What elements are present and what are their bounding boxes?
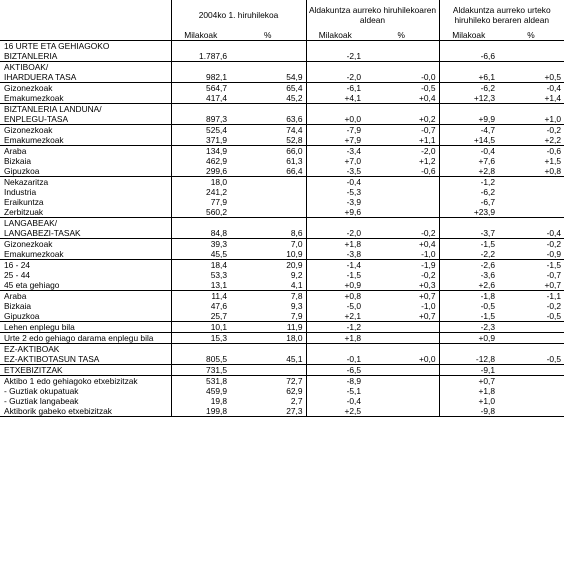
value-2004-percent: 52,8 — [230, 135, 306, 146]
value-2004-thousands — [171, 41, 230, 52]
change-year-percent: -0,2 — [546, 301, 562, 311]
change-year-percent — [498, 396, 564, 406]
change-quarter-percent — [364, 344, 439, 355]
value-2004-thousands — [171, 62, 230, 73]
table-row — [0, 406, 564, 417]
table-row — [0, 228, 564, 239]
change-year-percent: -0,4 — [498, 83, 564, 94]
change-year-thousands: -6,2 — [439, 83, 498, 94]
table-row — [0, 156, 564, 166]
value-2004-percent: 63,6 — [230, 114, 306, 125]
table-row — [0, 239, 564, 250]
table-row — [0, 146, 564, 157]
table-row — [0, 354, 564, 365]
table-row — [0, 365, 564, 376]
value-2004-thousands — [171, 104, 230, 115]
value-2004-thousands: 18,0 — [171, 177, 230, 188]
change-quarter-percent: -1,0 — [364, 301, 439, 311]
value-2004-percent — [230, 104, 306, 115]
change-quarter-percent: +0,7 — [364, 291, 439, 302]
change-quarter-percent: -2,0 — [364, 146, 439, 157]
change-year-percent: +2,2 — [544, 135, 562, 145]
change-quarter-thousands: +7,0 — [344, 156, 361, 166]
header-unit-thousands: Milakoak — [452, 30, 486, 40]
change-quarter-thousands: -1,5 — [346, 270, 361, 280]
row-label: IHARDUERA TASA — [0, 72, 171, 83]
change-year-percent: -0,5 — [546, 354, 562, 364]
change-year-percent: -0,4 — [546, 228, 562, 238]
value-2004-percent: 18,0 — [230, 333, 306, 344]
value-2004-thousands: 199,8 — [171, 406, 230, 417]
value-2004-thousands: 25,7 — [210, 311, 227, 321]
table-row — [0, 301, 564, 311]
row-label: 16 - 24 — [0, 260, 171, 271]
change-quarter-percent: +0,0 — [364, 354, 439, 365]
table-row — [0, 218, 564, 229]
change-year-thousands: -2,6 — [439, 260, 498, 271]
value-2004-percent — [230, 62, 306, 73]
table-row — [0, 114, 564, 125]
change-quarter-thousands: +2,5 — [306, 406, 364, 417]
change-year-percent: -1,1 — [498, 291, 564, 302]
row-label: 45 eta gehiago — [0, 280, 171, 291]
change-year-thousands: -3,7 — [480, 228, 496, 238]
value-2004-percent — [230, 207, 306, 218]
change-quarter-thousands: -2,1 — [346, 51, 361, 61]
value-2004-percent: 7,0 — [230, 239, 306, 250]
row-label: Emakumezkoak — [0, 93, 171, 104]
value-2004-percent: 45,2 — [230, 93, 306, 104]
row-label: ETXEBIZITZAK — [0, 365, 171, 376]
value-2004-percent: 20,9 — [230, 260, 306, 271]
change-year-percent — [498, 333, 564, 344]
value-2004-thousands: 77,9 — [210, 197, 227, 207]
value-2004-thousands: 10,1 — [171, 322, 230, 333]
header-corner — [0, 0, 171, 30]
change-year-percent — [498, 322, 564, 333]
change-year-thousands: -0,4 — [439, 146, 498, 157]
table-row — [0, 333, 564, 344]
value-2004-percent: 66,0 — [230, 146, 306, 157]
table-row — [0, 104, 564, 115]
value-2004-thousands: 11,4 — [171, 291, 230, 302]
change-quarter-thousands: -0,1 — [346, 354, 361, 364]
change-quarter-thousands: -6,1 — [306, 83, 364, 94]
change-quarter-percent — [364, 41, 439, 52]
table-row — [0, 62, 564, 73]
value-2004-thousands: 47,6 — [210, 301, 227, 311]
header-unit-percent: % — [364, 30, 439, 41]
value-2004-percent: 11,9 — [230, 322, 306, 333]
change-year-thousands: +6,1 — [478, 72, 496, 82]
row-label: Bizkaia — [0, 156, 171, 166]
change-quarter-thousands: -3,4 — [306, 146, 364, 157]
change-year-thousands: +1,8 — [478, 386, 496, 396]
change-year-percent: -0,2 — [498, 239, 564, 250]
value-2004-thousands: 531,8 — [171, 376, 230, 387]
change-year-thousands: -3,6 — [480, 270, 496, 280]
change-year-percent: -1,5 — [498, 260, 564, 271]
table-row — [0, 311, 564, 322]
table-row — [0, 344, 564, 355]
change-quarter-thousands: -2,0 — [346, 72, 361, 82]
value-2004-thousands: 731,5 — [171, 365, 230, 376]
change-year-percent: +1,5 — [544, 156, 562, 166]
row-label: AKTIBOAK/ — [0, 62, 171, 73]
change-year-thousands: +14,5 — [473, 135, 496, 145]
change-year-percent — [498, 218, 564, 229]
change-quarter-percent — [364, 51, 439, 62]
change-quarter-thousands: -3,9 — [346, 197, 361, 207]
value-2004-percent — [230, 187, 306, 197]
row-label: Nekazaritza — [0, 177, 171, 188]
row-label: Aktiborik gabeko etxebizitzak — [0, 406, 171, 417]
header-unit-percent: % — [230, 30, 306, 41]
row-label: Aktibo 1 edo gehiagoko etxebizitzak — [0, 376, 171, 387]
change-year-thousands: -2,3 — [439, 322, 498, 333]
value-2004-thousands: 299,6 — [206, 166, 227, 176]
change-quarter-percent: +0,2 — [364, 114, 439, 125]
change-quarter-thousands — [306, 344, 364, 355]
value-2004-thousands: 18,4 — [171, 260, 230, 271]
value-2004-percent: 74,4 — [230, 125, 306, 136]
value-2004-thousands: 19,8 — [210, 396, 227, 406]
change-year-percent: +0,8 — [544, 166, 562, 176]
value-2004-percent: 65,4 — [230, 83, 306, 94]
change-quarter-thousands: -3,5 — [346, 166, 361, 176]
change-year-thousands — [439, 41, 498, 52]
table-row — [0, 187, 564, 197]
change-quarter-percent — [364, 365, 439, 376]
value-2004-percent — [230, 51, 306, 62]
change-year-thousands: +2,6 — [478, 280, 496, 290]
change-quarter-percent: +0,7 — [364, 311, 439, 322]
change-year-thousands: +0,9 — [439, 333, 498, 344]
value-2004-thousands: 525,4 — [171, 125, 230, 136]
change-quarter-thousands: -6,5 — [306, 365, 364, 376]
header-unit-thousands: Milakoak — [184, 30, 218, 40]
change-quarter-thousands: +0,8 — [306, 291, 364, 302]
change-year-thousands: +9,9 — [478, 114, 496, 124]
change-quarter-percent — [364, 104, 439, 115]
table-row — [0, 177, 564, 188]
value-2004-percent: 27,3 — [230, 406, 306, 417]
row-label: EZ-AKTIBOAK — [0, 344, 171, 355]
change-year-thousands: -1,5 — [480, 311, 496, 321]
value-2004-thousands: 13,1 — [210, 280, 227, 290]
row-label: Araba — [0, 291, 171, 302]
change-quarter-thousands — [306, 62, 364, 73]
row-label: - Guztiak langabeak — [0, 396, 171, 406]
row-label: Zerbitzuak — [0, 207, 171, 218]
change-year-thousands: -1,5 — [439, 239, 498, 250]
change-quarter-thousands: -1,2 — [306, 322, 364, 333]
change-quarter-thousands: -5,0 — [346, 301, 361, 311]
change-year-thousands: +23,9 — [473, 207, 496, 217]
change-quarter-thousands: +0,0 — [344, 114, 361, 124]
change-year-thousands — [439, 104, 498, 115]
change-year-percent — [498, 376, 564, 387]
change-year-thousands — [439, 344, 498, 355]
change-year-thousands — [439, 218, 498, 229]
change-quarter-thousands: +1,8 — [306, 333, 364, 344]
row-label: LANGABEAK/ — [0, 218, 171, 229]
table-row — [0, 280, 564, 291]
row-label: Urte 2 edo gehiago darama enplegu bila — [0, 333, 171, 344]
change-year-percent — [498, 386, 564, 396]
change-year-percent: -0,5 — [546, 311, 562, 321]
value-2004-percent: 9,3 — [230, 301, 306, 311]
value-2004-percent: 54,9 — [230, 72, 306, 83]
value-2004-percent: 45,1 — [230, 354, 306, 365]
change-quarter-thousands: -7,9 — [306, 125, 364, 136]
change-year-thousands: -0,5 — [480, 301, 496, 311]
value-2004-thousands: 459,9 — [206, 386, 227, 396]
change-year-percent — [498, 207, 564, 218]
change-year-percent — [498, 51, 564, 62]
change-quarter-thousands: -5,1 — [346, 386, 361, 396]
value-2004-percent — [230, 41, 306, 52]
row-label: Gizonezkoak — [0, 125, 171, 136]
row-label: 16 URTE ETA GEHIAGOKO — [0, 41, 171, 52]
change-year-percent: -0,7 — [546, 270, 562, 280]
change-year-percent — [498, 406, 564, 417]
row-label: Bizkaia — [0, 301, 171, 311]
table-row — [0, 197, 564, 207]
value-2004-thousands — [171, 218, 230, 229]
value-2004-thousands: 53,3 — [210, 270, 227, 280]
row-label: 25 - 44 — [0, 270, 171, 280]
row-label: BIZTANLERIA LANDUNA/ — [0, 104, 171, 115]
header-unit-thousands: Milakoak — [318, 30, 352, 40]
header-corner-sub — [0, 30, 171, 41]
table-row — [0, 125, 564, 136]
value-2004-thousands: 84,8 — [210, 228, 227, 238]
change-quarter-percent — [364, 207, 439, 218]
row-label: Gipuzkoa — [0, 311, 171, 322]
row-label: Industria — [0, 187, 171, 197]
row-label: Eraikuntza — [0, 197, 171, 207]
change-year-percent: +0,7 — [544, 280, 562, 290]
header-change-prev-year: Aldakuntza aurreko urteko hiruhileko beraren aldean — [452, 5, 551, 25]
change-quarter-thousands: -8,9 — [306, 376, 364, 387]
change-year-thousands: -6,2 — [480, 187, 496, 197]
value-2004-percent: 4,1 — [230, 280, 306, 291]
change-quarter-percent: +0,3 — [364, 280, 439, 291]
header-change-prev-quarter: Aldakuntza aurreko hiruhilekoaren aldean — [306, 0, 439, 30]
change-quarter-thousands: -2,0 — [346, 228, 361, 238]
change-year-percent: -0,6 — [498, 146, 564, 157]
change-year-percent — [498, 197, 564, 207]
value-2004-percent: 72,7 — [230, 376, 306, 387]
value-2004-thousands: 982,1 — [206, 72, 227, 82]
change-quarter-percent — [364, 376, 439, 387]
change-quarter-percent: -1,9 — [364, 260, 439, 271]
value-2004-thousands: 897,3 — [206, 114, 227, 124]
table-row — [0, 72, 564, 83]
change-quarter-percent: +0,4 — [364, 239, 439, 250]
change-quarter-percent — [364, 333, 439, 344]
change-quarter-thousands: +4,1 — [344, 93, 361, 103]
row-label: ENPLEGU-TASA — [0, 114, 171, 125]
value-2004-percent: 62,9 — [230, 386, 306, 396]
change-quarter-percent — [364, 177, 439, 188]
header-2004: 2004ko 1. hiruhilekoa — [171, 0, 306, 30]
change-year-thousands: -6,6 — [480, 51, 496, 61]
change-quarter-thousands: -0,4 — [306, 177, 364, 188]
change-year-percent: -0,9 — [546, 249, 562, 259]
change-quarter-percent: +1,1 — [364, 135, 439, 146]
table-row — [0, 386, 564, 396]
change-quarter-thousands: -0,4 — [346, 396, 361, 406]
change-year-thousands — [439, 62, 498, 73]
change-year-percent: +1,4 — [544, 93, 562, 103]
row-label: LANGABEZI-TASAK — [0, 228, 171, 239]
value-2004-thousands: 39,3 — [171, 239, 230, 250]
table-row — [0, 83, 564, 94]
value-2004-thousands: 15,3 — [171, 333, 230, 344]
change-year-thousands: -9,8 — [439, 406, 498, 417]
change-year-thousands: -1,8 — [439, 291, 498, 302]
change-quarter-percent: -0,2 — [364, 270, 439, 280]
change-year-percent — [498, 187, 564, 197]
change-quarter-percent: +0,4 — [364, 93, 439, 104]
change-year-percent — [498, 177, 564, 188]
value-2004-percent: 7,8 — [230, 291, 306, 302]
change-quarter-thousands — [306, 218, 364, 229]
value-2004-percent: 66,4 — [230, 166, 306, 177]
change-quarter-thousands: -3,8 — [346, 249, 361, 259]
value-2004-thousands: 560,2 — [206, 207, 227, 217]
table-row — [0, 166, 564, 177]
row-label: EZ-AKTIBOTASUN TASA — [0, 354, 171, 365]
change-quarter-thousands: -5,3 — [346, 187, 361, 197]
value-2004-thousands: 241,2 — [206, 187, 227, 197]
change-quarter-percent — [364, 322, 439, 333]
row-label: Araba — [0, 146, 171, 157]
value-2004-thousands: 1.787,6 — [199, 51, 227, 61]
change-quarter-thousands: +1,8 — [306, 239, 364, 250]
value-2004-thousands: 564,7 — [171, 83, 230, 94]
change-quarter-thousands — [306, 41, 364, 52]
value-2004-thousands: 45,5 — [210, 249, 227, 259]
change-year-thousands: -12,8 — [475, 354, 496, 364]
value-2004-percent — [230, 344, 306, 355]
change-quarter-percent: +1,2 — [364, 156, 439, 166]
table-row — [0, 51, 564, 62]
table-row — [0, 376, 564, 387]
value-2004-thousands — [171, 344, 230, 355]
table-row — [0, 260, 564, 271]
table-row — [0, 322, 564, 333]
change-quarter-percent: -0,6 — [364, 166, 439, 177]
change-year-percent — [498, 41, 564, 52]
change-quarter-percent — [364, 396, 439, 406]
value-2004-percent: 2,7 — [230, 396, 306, 406]
change-year-thousands: -9,1 — [439, 365, 498, 376]
table-row — [0, 207, 564, 218]
value-2004-percent — [230, 177, 306, 188]
change-year-thousands: +12,3 — [473, 93, 496, 103]
value-2004-thousands: 134,9 — [171, 146, 230, 157]
row-label: Gipuzkoa — [0, 166, 171, 177]
row-label: Gizonezkoak — [0, 83, 171, 94]
change-year-thousands: +0,7 — [439, 376, 498, 387]
value-2004-percent: 10,9 — [230, 249, 306, 260]
change-year-thousands: +7,6 — [478, 156, 496, 166]
row-label: Emakumezkoak — [0, 135, 171, 146]
value-2004-percent: 8,6 — [230, 228, 306, 239]
change-quarter-percent — [364, 187, 439, 197]
change-year-percent: -0,2 — [498, 125, 564, 136]
change-quarter-percent: -0,5 — [364, 83, 439, 94]
value-2004-percent — [230, 365, 306, 376]
change-year-percent: +0,5 — [544, 72, 562, 82]
value-2004-percent: 7,9 — [230, 311, 306, 322]
change-year-thousands: -2,2 — [480, 249, 496, 259]
change-year-percent — [498, 104, 564, 115]
change-quarter-thousands: +0,9 — [344, 280, 361, 290]
change-quarter-percent — [364, 218, 439, 229]
change-quarter-percent — [364, 386, 439, 396]
header-unit-percent: % — [527, 30, 535, 40]
change-year-thousands: +1,0 — [478, 396, 496, 406]
value-2004-percent — [230, 197, 306, 207]
change-year-percent — [498, 344, 564, 355]
table-row — [0, 135, 564, 146]
change-year-percent — [498, 365, 564, 376]
change-quarter-percent: -0,7 — [364, 125, 439, 136]
change-quarter-percent — [364, 406, 439, 417]
change-quarter-thousands — [306, 104, 364, 115]
row-label: - Guztiak okupatuak — [0, 386, 171, 396]
change-quarter-thousands: -1,4 — [306, 260, 364, 271]
table-row — [0, 41, 564, 52]
row-label: Lehen enplegu bila — [0, 322, 171, 333]
table-row — [0, 291, 564, 302]
value-2004-percent: 9,2 — [230, 270, 306, 280]
change-quarter-percent — [364, 197, 439, 207]
change-quarter-thousands: +9,6 — [344, 207, 361, 217]
change-quarter-percent: -1,0 — [364, 249, 439, 260]
change-quarter-percent — [364, 62, 439, 73]
table-row — [0, 396, 564, 406]
change-quarter-percent: -0,2 — [364, 228, 439, 239]
change-year-thousands: +2,8 — [478, 166, 496, 176]
value-2004-percent — [230, 218, 306, 229]
value-2004-thousands: 417,4 — [206, 93, 227, 103]
value-2004-thousands: 805,5 — [206, 354, 227, 364]
change-year-thousands: -6,7 — [480, 197, 496, 207]
value-2004-percent: 61,3 — [230, 156, 306, 166]
change-year-thousands: -1,2 — [439, 177, 498, 188]
change-year-thousands: -4,7 — [439, 125, 498, 136]
change-year-percent — [498, 62, 564, 73]
change-quarter-thousands: +2,1 — [344, 311, 361, 321]
change-quarter-percent: -0,0 — [364, 72, 439, 83]
value-2004-thousands: 462,9 — [206, 156, 227, 166]
row-label: Gizonezkoak — [0, 239, 171, 250]
row-label: Emakumezkoak — [0, 249, 171, 260]
change-year-percent: +1,0 — [544, 114, 562, 124]
change-quarter-thousands: +7,9 — [344, 135, 361, 145]
table-row — [0, 249, 564, 260]
table-row — [0, 93, 564, 104]
table-row — [0, 270, 564, 280]
value-2004-thousands: 371,9 — [206, 135, 227, 145]
row-label: BIZTANLERIA — [0, 51, 171, 62]
